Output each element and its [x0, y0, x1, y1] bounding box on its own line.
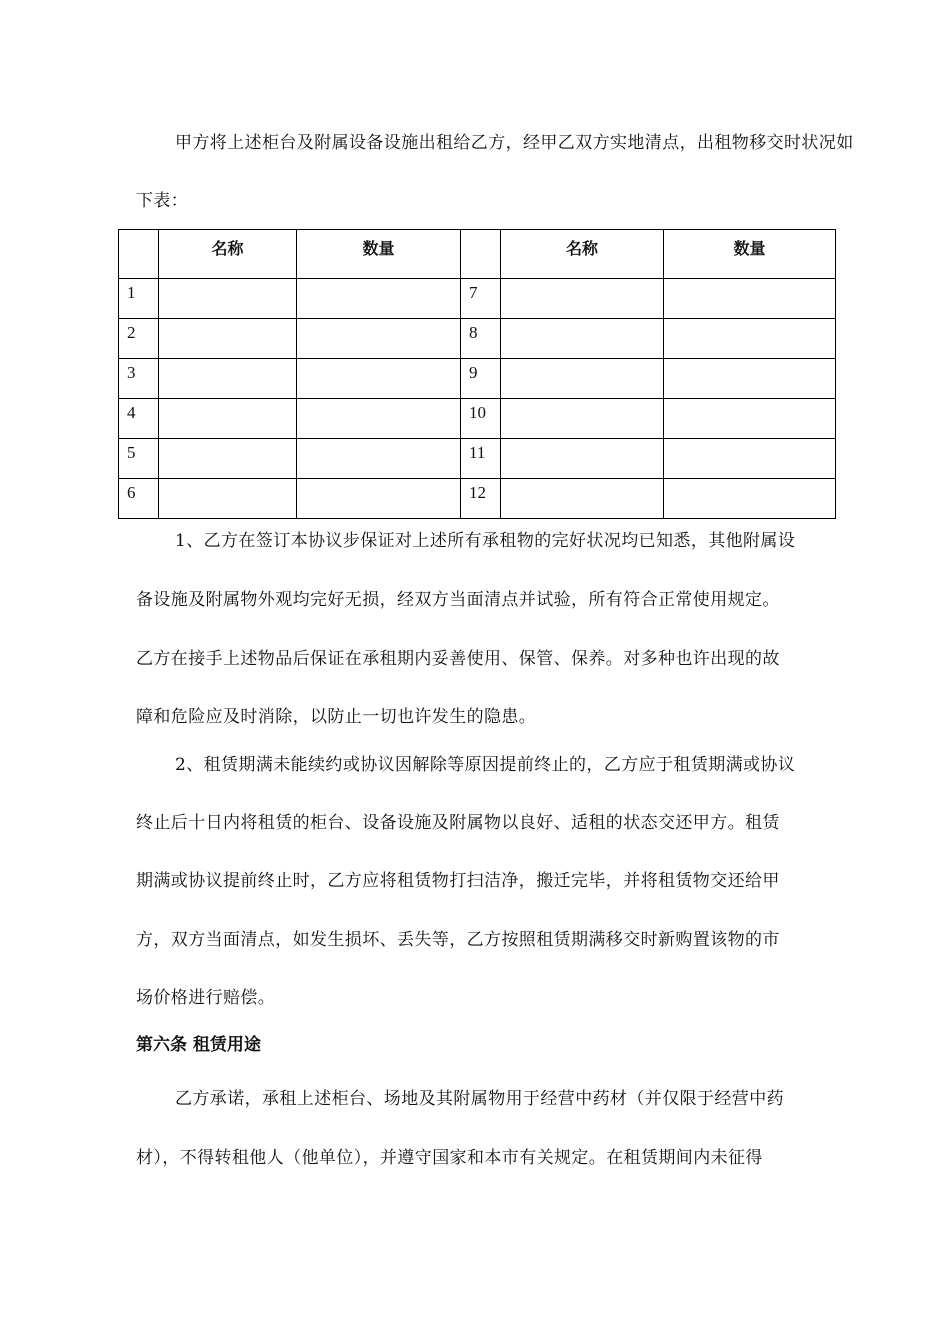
item-qty-cell: [664, 359, 836, 399]
item-qty-cell: [664, 399, 836, 439]
item-name-cell: [501, 279, 664, 319]
row-number: 4: [119, 399, 159, 439]
para1-line-1: 1、乙方在签订本协议步保证对上述所有承租物的完好状况均已知悉，其他附属设: [175, 531, 796, 551]
para2-line-1: 2、租赁期满未能续约或协议因解除等原因提前终止的，乙方应于租赁期满或协议: [175, 755, 796, 775]
para1-line-3: 乙方在接手上述物品后保证在承租期内妥善使用、保管、保养。对多种也许出现的故: [136, 649, 780, 669]
item-name-cell: [159, 319, 297, 359]
item-name-cell: [159, 279, 297, 319]
row-number: 7: [461, 279, 501, 319]
item-qty-cell: [297, 359, 461, 399]
row-number: 1: [119, 279, 159, 319]
item-qty-cell: [297, 439, 461, 479]
item-name-cell: [501, 479, 664, 519]
intro-line-1: 甲方将上述柜台及附属设备设施出租给乙方，经甲乙双方实地清点，出租物移交时状况如: [175, 133, 854, 153]
row-number: 11: [461, 439, 501, 479]
para1-line-2: 备设施及附属物外观均完好无损，经双方当面清点并试验，所有符合正常使用规定。: [136, 590, 780, 610]
item-qty-cell: [297, 399, 461, 439]
item-qty-cell: [297, 279, 461, 319]
row-number: 8: [461, 319, 501, 359]
item-qty-cell: [664, 479, 836, 519]
table-row: [119, 439, 836, 479]
item-name-cell: [159, 359, 297, 399]
table-row: [119, 479, 836, 519]
item-name-cell: [501, 399, 664, 439]
item-qty-cell: [664, 439, 836, 479]
header-qty-left: 数量: [297, 230, 461, 279]
row-number: 2: [119, 319, 159, 359]
section6-line-2: 材），不得转租他人（他单位），并遵守国家和本市有关规定。在租赁期间内未征得: [136, 1148, 763, 1168]
header-index-left: [119, 230, 159, 279]
row-number: 9: [461, 359, 501, 399]
para2-line-4: 方，双方当面清点，如发生损坏、丢失等，乙方按照租赁期满移交时新购置该物的市: [136, 930, 780, 950]
row-number: 5: [119, 439, 159, 479]
item-name-cell: [159, 479, 297, 519]
row-number: 3: [119, 359, 159, 399]
table-row: [119, 319, 836, 359]
para1-line-4: 障和危险应及时消除，以防止一切也许发生的隐患。: [136, 707, 537, 727]
row-number: 12: [461, 479, 501, 519]
item-qty-cell: [297, 319, 461, 359]
item-qty-cell: [297, 479, 461, 519]
header-name-left: 名称: [159, 230, 297, 279]
intro-line-2: 下表：: [136, 191, 189, 211]
item-name-cell: [159, 399, 297, 439]
row-number: 6: [119, 479, 159, 519]
item-name-cell: [501, 439, 664, 479]
item-qty-cell: [664, 279, 836, 319]
row-number: 10: [461, 399, 501, 439]
item-name-cell: [159, 439, 297, 479]
header-index-right: [461, 230, 501, 279]
header-qty-right: 数量: [664, 230, 836, 279]
item-qty-cell: [664, 319, 836, 359]
table-row: [119, 359, 836, 399]
table-row: [119, 399, 836, 439]
inventory-table: [118, 229, 836, 519]
section-heading: 第六条 租赁用途: [136, 1035, 261, 1055]
item-name-cell: [501, 359, 664, 399]
table-header-row: [119, 230, 836, 279]
header-name-right: 名称: [501, 230, 664, 279]
section6-line-1: 乙方承诺，承租上述柜台、场地及其附属物用于经营中药材（并仅限于经营中药: [175, 1089, 784, 1109]
para2-line-2: 终止后十日内将租赁的柜台、设备设施及附属物以良好、适租的状态交还甲方。租赁: [136, 813, 780, 833]
para2-line-5: 场价格进行赔偿。: [136, 988, 276, 1008]
item-name-cell: [501, 319, 664, 359]
table-row: [119, 279, 836, 319]
para2-line-3: 期满或协议提前终止时，乙方应将租赁物打扫洁净，搬迁完毕，并将租赁物交还给甲: [136, 871, 780, 891]
